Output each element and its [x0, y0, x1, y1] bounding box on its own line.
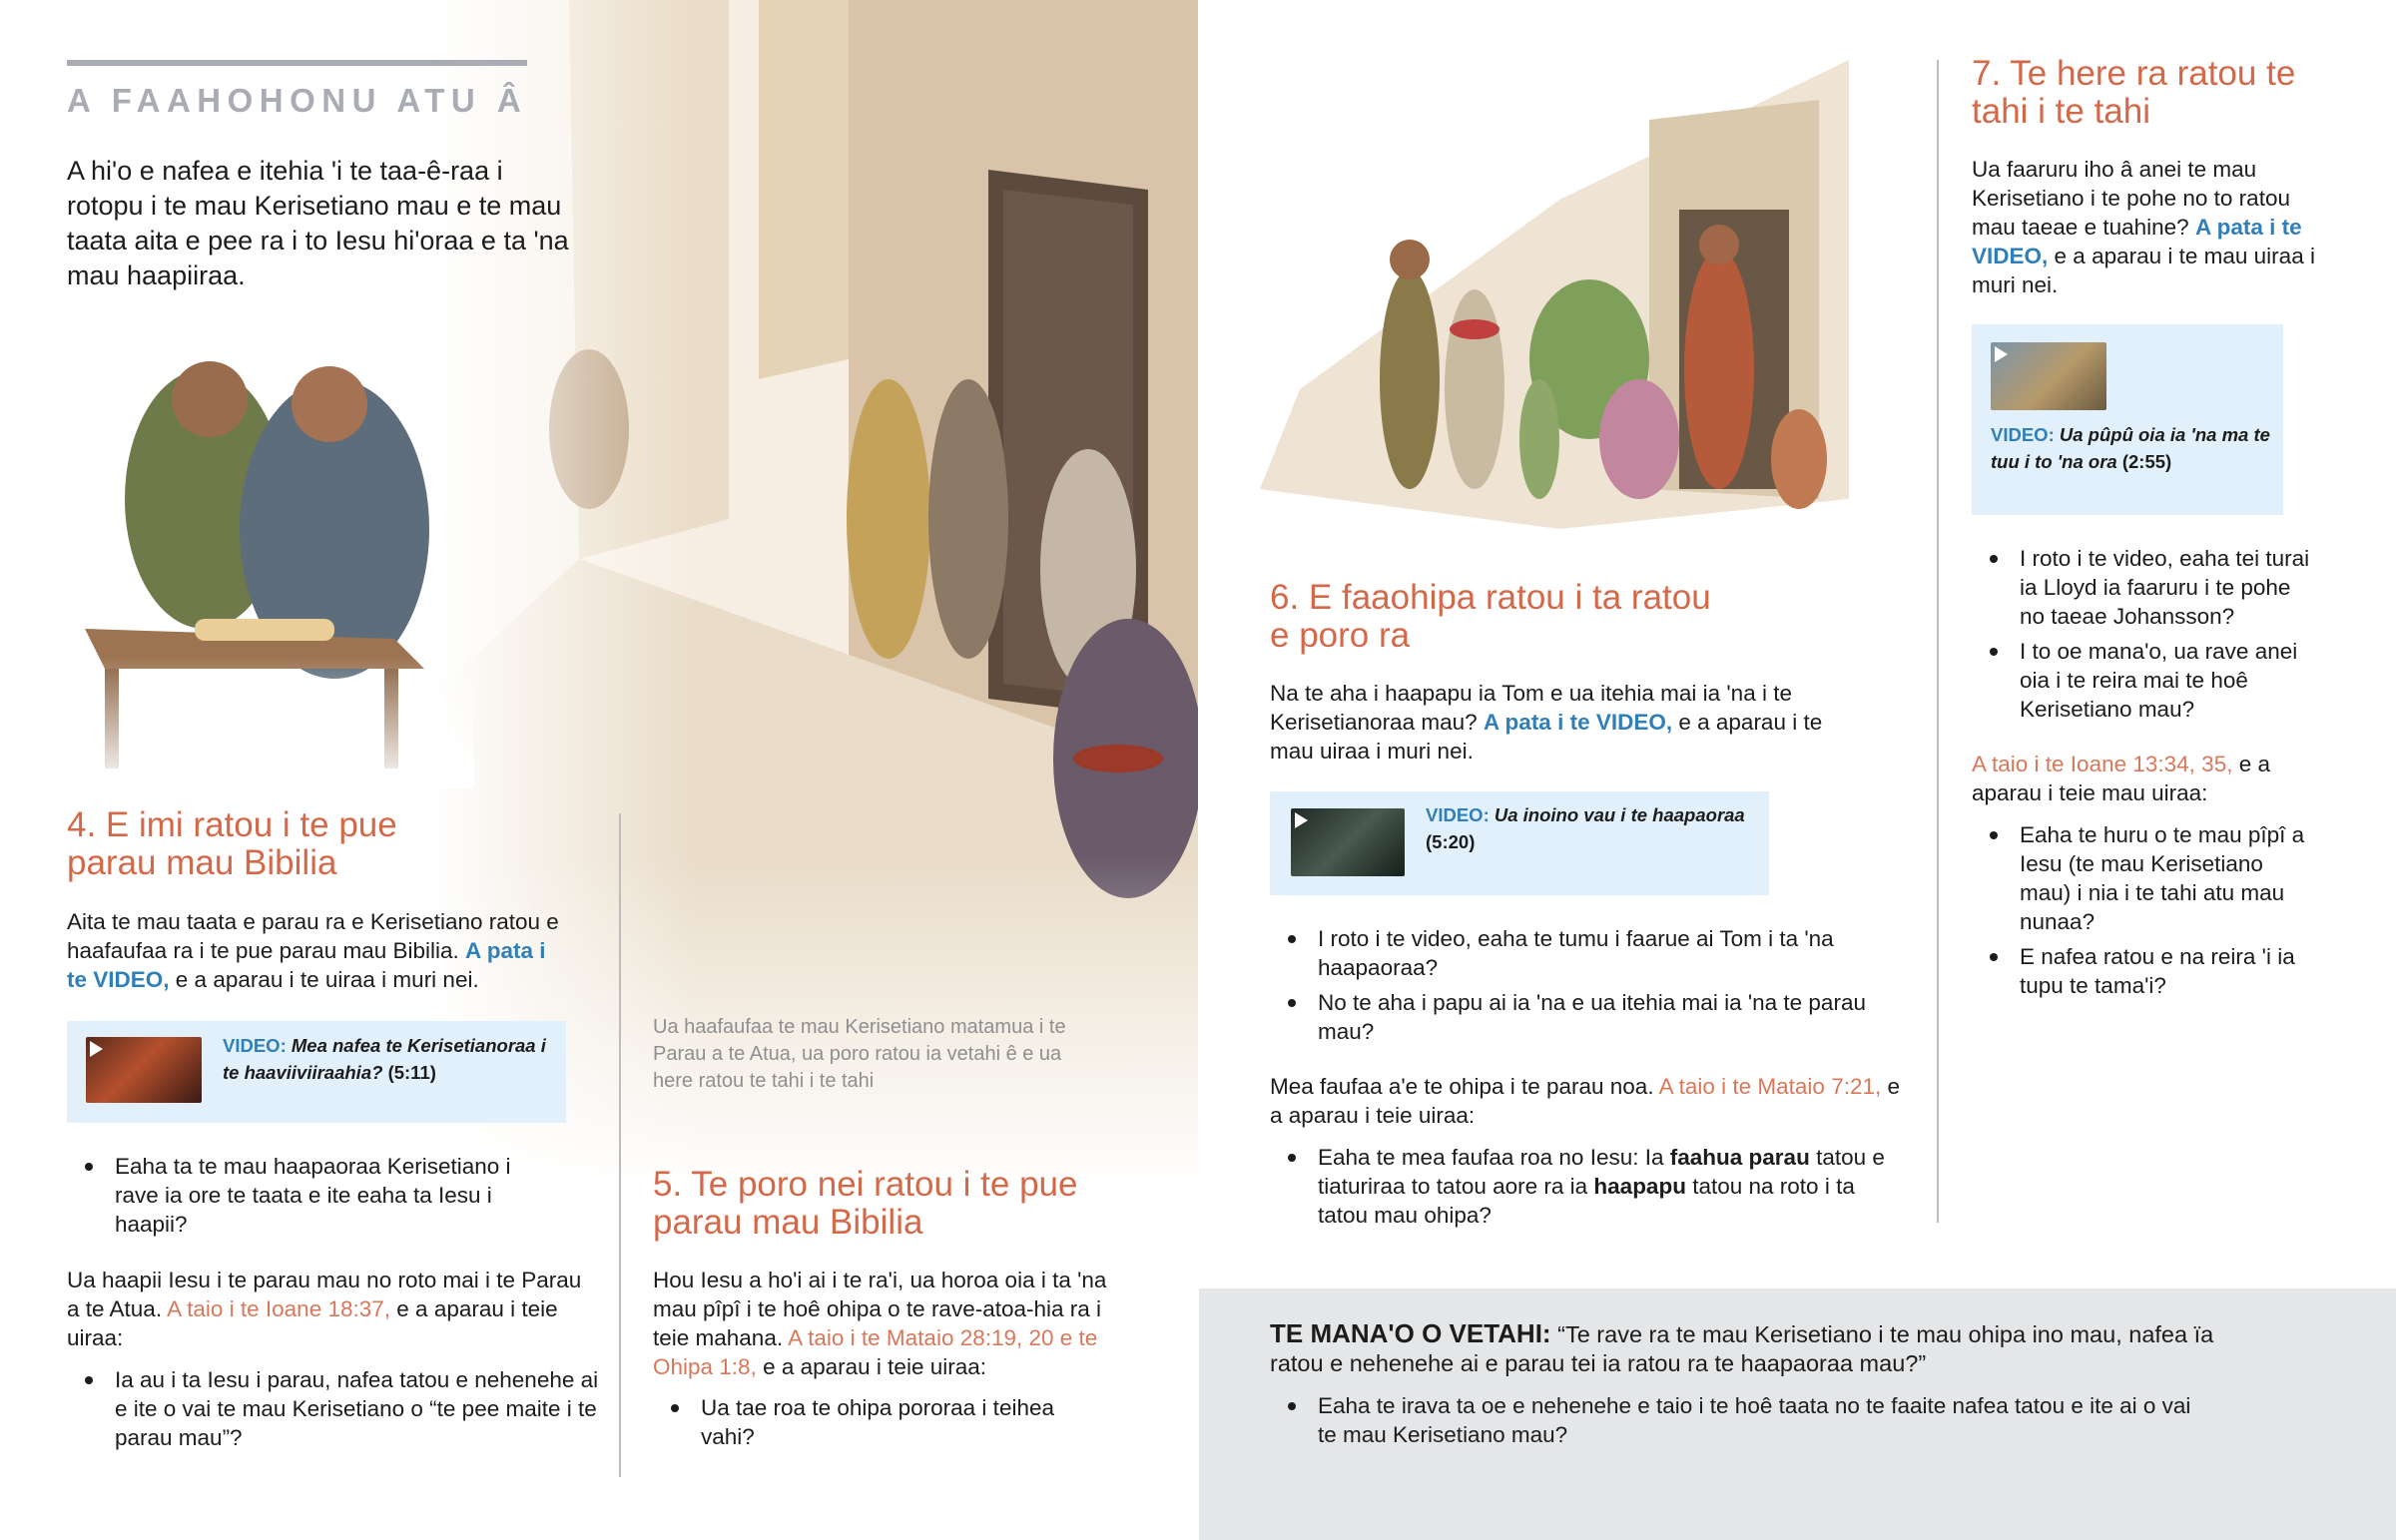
video-thumbnail[interactable] [1291, 808, 1405, 876]
scripture-reference[interactable]: A taio i te Ioane 13:34, 35, [1972, 752, 2233, 776]
footer-bullet-list [1270, 1391, 2198, 1455]
list-item: E nafea ratou e na reira 'i ia tupu te tama'i? [1972, 942, 2311, 1000]
family-greeting-illustration [1260, 60, 1849, 529]
list-item: I to oe mana'o, ua rave anei oia i te reira mai te hoê Kerisetiano mau? [1972, 637, 2311, 724]
list-item: I roto i te video, eaha te tumu i faarue ai Tom i ta 'na haapaoraa? [1270, 924, 1869, 982]
video-title: VIDEO: Mea nafea te Kerisetianoraa i te haaviiviiraahia? (5:11) [223, 1035, 546, 1083]
section-6-paragraph-2: Mea faufaa a'e te ohipa i te parau noa. A taio i te Mataio 7:21, e a aparau i teie uiraa: [1270, 1074, 1901, 1128]
list-item: Eaha te irava ta oe e nehenehe e taio i te hoê taata no te faaite nafea tatou e ite ai o vai te mau Kerisetiano mau? [1270, 1391, 2198, 1449]
play-icon[interactable] [1295, 812, 1308, 828]
section-kicker: A FAAHOHONU ATU Â [67, 82, 528, 119]
video-box-section-4[interactable] [67, 1021, 566, 1123]
section-7-bullet-list-2 [1972, 820, 2311, 1006]
list-item: No te aha i papu ai ia 'na e ua itehia mai ia 'na te parau mau? [1270, 988, 1869, 1046]
section-6-bullet-list [1270, 924, 1869, 1052]
list-item: Ia au i ta Iesu i parau, nafea tatou e nehenehe ai e ite o vai te mau Kerisetiano o “te pee maite i te parau mau”? [67, 1365, 606, 1452]
section-7-bullet-list [1972, 544, 2311, 730]
section-7-paragraph: Ua faaruru iho â anei te mau Kerisetiano i te pohe no to ratou mau taeae e tuahine? A pata i te VIDEO, e a aparau i te mau uiraa i muri nei. [1972, 157, 2315, 297]
video-link[interactable]: A pata i te VIDEO, [1972, 215, 2302, 268]
video-thumbnail[interactable] [86, 1037, 202, 1103]
section-5-heading: 5. Te poro nei ratou i te pue parau mau Bibilia [653, 1165, 1078, 1242]
video-thumbnail[interactable] [1991, 342, 2106, 410]
list-item: I roto i te video, eaha tei turai ia Lloyd ia faaruru i te pohe no taeae Johansson? [1972, 544, 2311, 631]
section-7-reference-line: A taio i te Ioane 13:34, 35, e a aparau i teie mau uiraa: [1972, 752, 2270, 805]
column-divider-left [619, 813, 621, 1477]
section-6-heading: 6. E faaohipa ratou i ta ratou e poro ra [1270, 578, 1711, 655]
video-box-section-7[interactable] [1972, 324, 2283, 515]
section-4-paragraph-2: Ua haapii Iesu i te parau mau no roto mai i te Parau a te Atua. A taio i te Ioane 18:37, e a aparau i teie uiraa: [67, 1268, 582, 1350]
scripture-reference[interactable]: A taio i te Ioane 18:37, [167, 1296, 391, 1321]
section-7-heading: 7. Te here ra ratou te tahi i te tahi [1972, 54, 2296, 131]
section-4-bullet-list-2 [67, 1365, 606, 1458]
list-item: Eaha ta te mau haapaoraa Kerisetiano i rave ia ore te taata e ite eaha ta Iesu i haapii? [67, 1152, 546, 1239]
video-title: VIDEO: Ua pûpû oia ia 'na ma te tuu i to 'na ora (2:55) [1991, 424, 2270, 472]
video-title: VIDEO: Ua inoino vau i te haapaoraa (5:20) [1426, 804, 1745, 852]
play-icon[interactable] [90, 1041, 103, 1057]
section-5-bullet-list [653, 1393, 1112, 1457]
scripture-reference[interactable]: A taio i te Mataio 28:19, 20 e te Ohipa 1:8, [653, 1325, 1098, 1379]
section-4-bullet-list [67, 1152, 546, 1245]
footer-quote: TE MANA'O O VETAHI: “Te rave ra te mau Kerisetiano i te mau ohipa ino mau, nafea ïa ratou e nehenehe ai e parau tei ia ratou ra te haapaoraa mau?” [1270, 1318, 2214, 1376]
list-item: Eaha te mea faufaa roa no Iesu: Ia faahua parau tatou e tiaturiraa to tatou aore ra ia haapapu tatou na roto i ta tatou mau ohipa? [1270, 1143, 1909, 1230]
play-icon[interactable] [1995, 346, 2008, 362]
scripture-reference[interactable]: A taio i te Mataio 7:21, [1658, 1074, 1882, 1099]
men-reading-scroll-illustration [65, 349, 474, 788]
column-divider-right [1937, 60, 1939, 1223]
illustration-caption: Ua haafaufaa te mau Kerisetiano matamua i te Parau a te Atua, ua poro ratou ia vetahi ê e ua here ratou te tahi i te tahi [653, 1016, 1066, 1092]
footer-label: TE MANA'O O VETAHI: [1270, 1318, 1551, 1348]
video-box-section-6[interactable] [1270, 791, 1769, 895]
section-6-paragraph: Na te aha i haapapu ia Tom e ua itehia mai ia 'na i te Kerisetianoraa mau? A pata i te VIDEO, e a aparau i te mau uiraa i muri nei. [1270, 681, 1823, 764]
video-link[interactable]: A pata i te VIDEO, [67, 938, 546, 992]
kicker-rule [67, 60, 527, 66]
list-item: Eaha te huru o te mau pîpî a Iesu (te mau Kerisetiano mau) i nia i te tahi atu mau nunaa? [1972, 820, 2311, 936]
list-item: Ua tae roa te ohipa pororaa i teihea vahi? [653, 1393, 1112, 1451]
section-4-paragraph: Aita te mau taata e parau ra e Kerisetiano ratou e haafaufaa ra i te pue parau mau Bibilia. A pata i te VIDEO, e a aparau i te uiraa i muri nei. [67, 909, 559, 992]
video-link[interactable]: A pata i te VIDEO, [1483, 710, 1673, 735]
section-6-bullet-list-2 [1270, 1143, 1909, 1236]
section-5-paragraph: Hou Iesu a ho'i ai i te ra'i, ua horoa oia i ta 'na mau pîpî i te hoê ohipa o te rave-atoa-hia ra i teie mahana. A taio i te Mataio 28:19, 20 e te Ohipa 1:8, e a aparau i teie uiraa: [653, 1268, 1107, 1379]
intro-text: A hi'o e nafea e itehia 'i te taa-ê-raa i rotopu i te mau Kerisetiano mau e te mau taata aita e pee ra i to Iesu hi'oraa e ta 'na mau haapiiraa. [67, 156, 569, 290]
section-4-heading: 4. E imi ratou i te pue parau mau Bibilia [67, 805, 397, 882]
